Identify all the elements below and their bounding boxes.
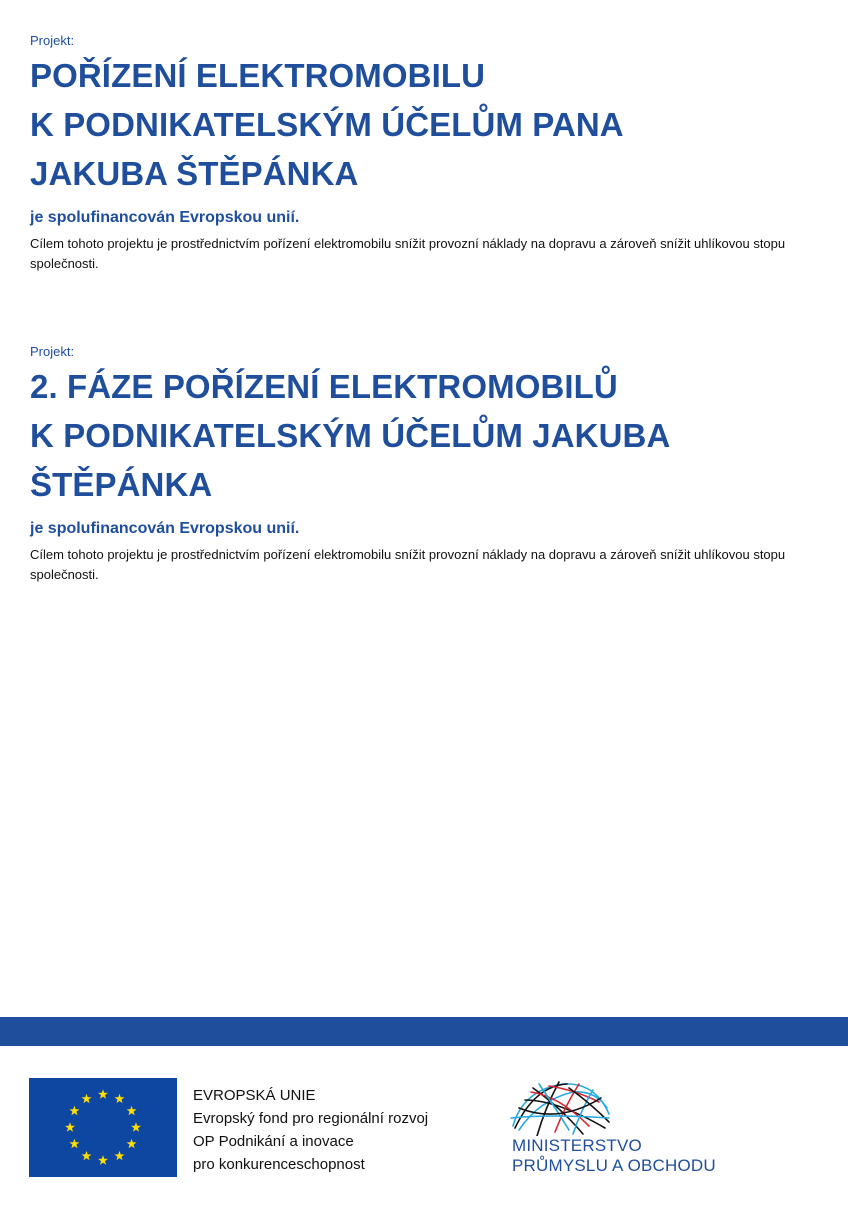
project-title-line: ŠTĚPÁNKA: [30, 466, 213, 503]
project-title-line: 2. FÁZE POŘÍZENÍ ELEKTROMOBILŮ: [30, 368, 618, 405]
eu-text-line: pro konkurenceschopnost: [193, 1156, 365, 1173]
eu-text-line: EVROPSKÁ UNIE: [193, 1087, 316, 1104]
eu-text-line: Evropský fond pro regionální rozvoj: [193, 1110, 429, 1127]
project-title-line: JAKUBA ŠTĚPÁNKA: [30, 155, 359, 192]
project-title-line: K PODNIKATELSKÝM ÚČELŮM JAKUBA: [30, 417, 671, 454]
mpo-globe-icon: [509, 1078, 613, 1136]
eu-text-line: OP Podnikání a inovace: [193, 1133, 354, 1150]
eu-flag-icon: [29, 1078, 177, 1177]
project-block-2: [30, 344, 830, 585]
project-funding: je spolufinancován Evropskou unií.: [30, 209, 300, 226]
mpo-text-line: PRŮMYSLU A OBCHODU: [512, 1156, 716, 1175]
mpo-logo-text: [512, 1136, 716, 1176]
project-title: [30, 362, 830, 509]
project-title: [30, 51, 830, 198]
project-label: Projekt:: [30, 33, 75, 48]
eu-fund-text: [193, 1084, 428, 1176]
project-description: Cílem tohoto projektu je prostřednictvím pořízení elektromobilu snížit provozní náklady na dopravu a zároveň snížit uhlíkovou stopu společnosti.: [30, 547, 786, 582]
project-block-1: [30, 33, 830, 274]
footer-blue-band: [0, 1017, 848, 1046]
mpo-text-line: MINISTERSTVO: [512, 1136, 642, 1155]
project-label: Projekt:: [30, 344, 75, 359]
project-title-line: K PODNIKATELSKÝM ÚČELŮM PANA: [30, 106, 624, 143]
project-funding: je spolufinancován Evropskou unií.: [30, 520, 300, 537]
project-description: Cílem tohoto projektu je prostřednictvím pořízení elektromobilu snížit provozní náklady na dopravu a zároveň snížit uhlíkovou stopu společnosti.: [30, 236, 786, 271]
project-title-line: POŘÍZENÍ ELEKTROMOBILU: [30, 57, 486, 94]
